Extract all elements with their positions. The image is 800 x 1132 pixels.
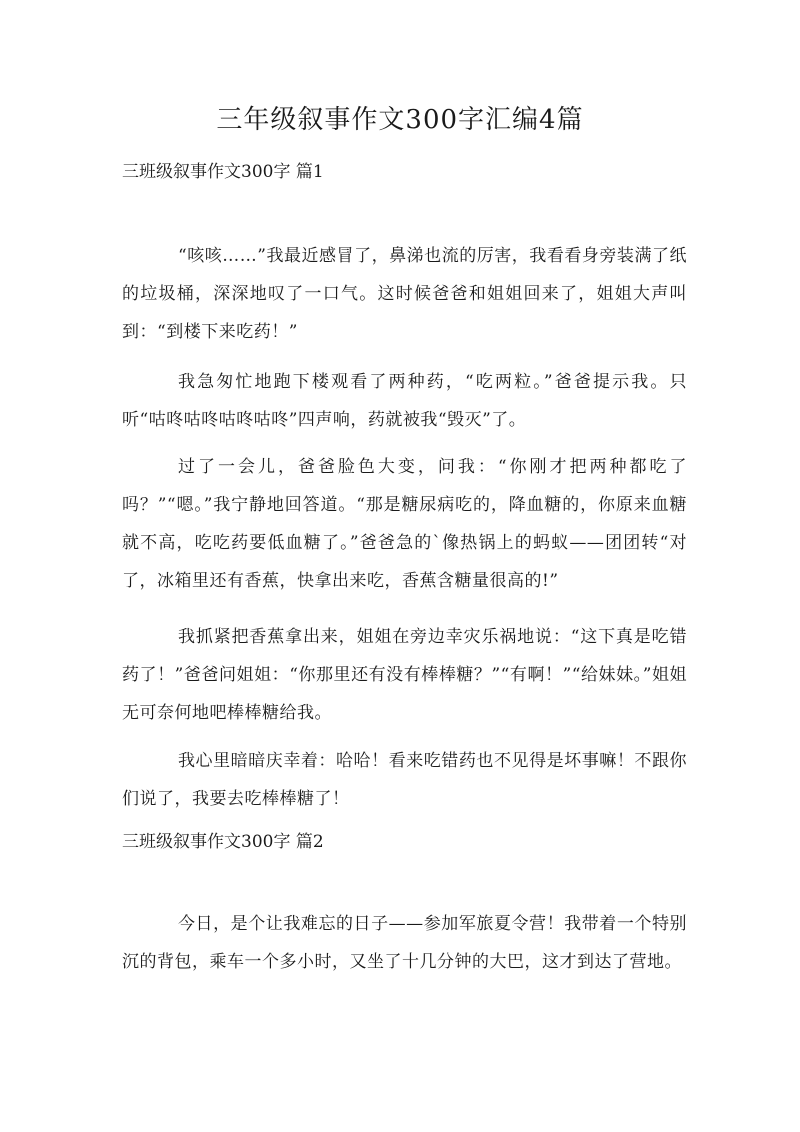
paragraph: 我抓紧把香蕉拿出来，姐姐在旁边幸灾乐祸地说：“这下真是吃错药了！”爸爸问姐姐：“你那里还有没有棒棒糖？”“有啊！”“给妹妹。”姐姐无可奈何地吧棒棒糖给我。 xyxy=(122,627,687,723)
paragraph: 过了一会儿，爸爸脸色大变，问我：“你刚才把两种都吃了吗？”“嗯。”我宁静地回答道。“那是糖尿病吃的，降血糖的，你原来血糖就不高，吃吃药要低血糖了。”爸爸急的`像热锅上的蚂蚁——团团转“对了，冰箱里还有香蕉，快拿出来吃，香蕉含糖量很高的!” xyxy=(122,457,687,591)
section-heading-2: 三班级叙事作文300字 篇2 xyxy=(122,832,324,852)
paragraph: 我急匆忙地跑下楼观看了两种药，“吃两粒。”爸爸提示我。只听“咕咚咕咚咕咚咕咚”四声响，药就被我“毁灭”了。 xyxy=(122,372,687,430)
paragraph: 我心里暗暗庆幸着：哈哈！看来吃错药也不见得是坏事嘛！不跟你们说了，我要去吃棒棒糖了！ xyxy=(122,751,687,809)
document-title: 三年级叙事作文300字汇编4篇 xyxy=(216,105,584,135)
paragraph: “咳咳……”我最近感冒了，鼻涕也流的厉害，我看看身旁装满了纸的垃圾桶，深深地叹了一口气。这时候爸爸和姐姐回来了，姐姐大声叫到：“到楼下来吃药！” xyxy=(122,246,687,342)
paragraph: 今日，是个让我难忘的日子——参加军旅夏令营！我带着一个特别沉的背包，乘车一个多小时，又坐了十几分钟的大巴，这才到达了营地。 xyxy=(122,914,687,972)
section-heading-1: 三班级叙事作文300字 篇1 xyxy=(122,162,324,182)
